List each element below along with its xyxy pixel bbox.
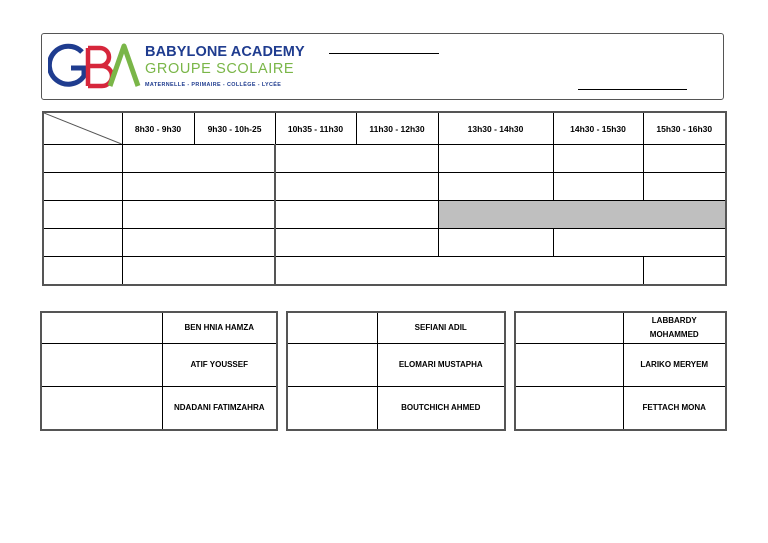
corner-cell <box>43 112 122 145</box>
timetable-row <box>43 173 726 201</box>
teacher-name: ELOMARI MUSTAPHA <box>377 344 505 387</box>
school-logo <box>48 42 305 92</box>
brand-subtitle: GROUPE SCOLAIRE <box>145 61 295 77</box>
blocked-afternoon-cell <box>438 201 726 229</box>
slot-cell <box>275 173 438 201</box>
day-cell <box>43 201 122 229</box>
brand-levels: MATERNELLE - PRIMAIRE - COLLÈGE - LYCÉE <box>145 82 282 88</box>
teacher-name: LABBARDY MOHAMMED <box>623 312 726 344</box>
teacher-name: FETTACH MONA <box>623 387 726 431</box>
blank-cell <box>287 312 377 344</box>
slot-cell <box>275 201 438 229</box>
slot-cell <box>553 173 643 201</box>
blank-cell <box>41 344 162 387</box>
slot-cell <box>275 229 438 257</box>
teacher-name: BOUTCHICH AHMED <box>377 387 505 431</box>
contacts-table-3 <box>514 311 727 431</box>
slot-cell <box>553 229 726 257</box>
slot-cell <box>122 145 275 173</box>
time-slot-header: 15h30 - 16h30 <box>643 112 726 145</box>
time-slot-header: 13h30 - 14h30 <box>438 112 553 145</box>
teacher-name: LARIKO MERYEM <box>623 344 726 387</box>
time-slot-header: 10h35 - 11h30 <box>275 112 356 145</box>
timetable <box>42 111 727 286</box>
day-cell <box>43 173 122 201</box>
contacts-table-1 <box>40 311 278 431</box>
blank-cell <box>41 387 162 431</box>
timetable-row <box>43 257 726 286</box>
time-slot-header: 11h30 - 12h30 <box>356 112 438 145</box>
slot-cell <box>122 229 275 257</box>
diagonal-divider <box>44 113 122 144</box>
slot-cell <box>122 173 275 201</box>
gba-logo-icon <box>48 42 143 92</box>
slot-cell <box>275 257 643 286</box>
day-cell <box>43 257 122 286</box>
blank-cell <box>515 387 623 431</box>
time-slot-header: 9h30 - 10h-25 <box>194 112 275 145</box>
teacher-name: ATIF YOUSSEF <box>162 344 277 387</box>
teacher-name: SEFIANI ADIL <box>377 312 505 344</box>
timetable-row <box>43 145 726 173</box>
day-cell <box>43 145 122 173</box>
brand-name: BABYLONE ACADEMY <box>145 44 305 60</box>
slot-cell <box>438 229 553 257</box>
slot-cell <box>122 201 275 229</box>
slot-cell <box>438 145 553 173</box>
contacts-table-2 <box>286 311 506 431</box>
timetable-row <box>43 201 726 229</box>
time-slot-header: 14h30 - 15h30 <box>553 112 643 145</box>
blank-cell <box>515 344 623 387</box>
slot-cell <box>643 173 726 201</box>
blank-cell <box>287 344 377 387</box>
blank-cell <box>515 312 623 344</box>
blank-line-class <box>329 53 439 54</box>
timetable-row <box>43 229 726 257</box>
timetable-header-row <box>43 112 726 145</box>
blank-cell <box>287 387 377 431</box>
slot-cell <box>643 257 726 286</box>
slot-cell <box>553 145 643 173</box>
slot-cell <box>643 145 726 173</box>
time-slot-header: 8h30 - 9h30 <box>122 112 194 145</box>
header-box <box>41 33 724 100</box>
day-cell <box>43 229 122 257</box>
slot-cell <box>438 173 553 201</box>
teacher-name: BEN HNIA HAMZA <box>162 312 277 344</box>
teacher-name: NDADANI FATIMZAHRA <box>162 387 277 431</box>
blank-cell <box>41 312 162 344</box>
blank-line-date <box>578 89 687 90</box>
slot-cell <box>275 145 438 173</box>
slot-cell <box>122 257 275 286</box>
